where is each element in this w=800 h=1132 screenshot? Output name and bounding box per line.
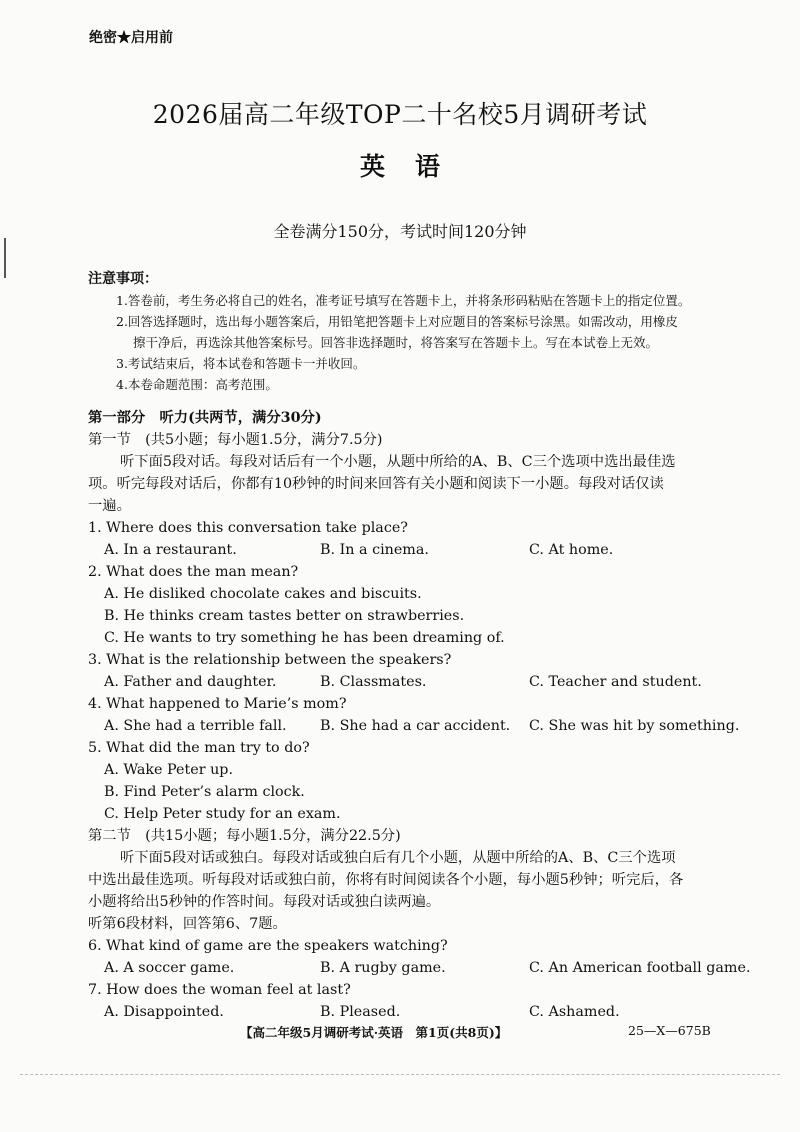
option-a: A. A soccer game. [104, 960, 235, 976]
option-c: C. An American football game. [529, 960, 751, 976]
section-instructions: 中选出最佳选项。听每段对话或独白前，你将有时间阅读各个小题，每小题5秒钟；听完后，各 [88, 872, 684, 888]
question-stem: 4. What happened to Marie’s mom? [88, 696, 347, 712]
scan-mark [4, 238, 6, 278]
option-c: C. Teacher and student. [529, 674, 702, 690]
secret-label: 绝密★启用前 [89, 30, 173, 46]
part-heading: 第一部分 听力(共两节，满分30分) [88, 410, 322, 426]
option-b: B. Find Peter’s alarm clock. [104, 784, 305, 800]
section-heading: 第二节 (共15小题；每小题1.5分，满分22.5分) [88, 828, 401, 844]
option-a: A. Father and daughter. [104, 674, 277, 690]
paper-code: 25—X—675B [628, 1023, 711, 1038]
subject-title: 英语 [359, 152, 470, 181]
exam-title: 2026届高二年级TOP二十名校5月调研考试 [152, 100, 648, 129]
question-stem: 7. How does the woman feel at last? [88, 982, 351, 998]
question-options [88, 957, 751, 979]
option-b: B. She had a car accident. [320, 718, 511, 734]
option-c: C. At home. [529, 542, 614, 558]
option-c: C. He wants to try something he has been dreaming of. [104, 630, 505, 646]
notice-item: 3.考试结束后，将本试卷和答题卡一并收回。 [116, 356, 366, 371]
question-options [88, 715, 748, 737]
question-options [88, 539, 748, 561]
page-footer: 【高二年级5月调研考试·英语 第1页(共8页)】 [240, 1025, 508, 1040]
question-options [88, 1001, 748, 1023]
option-c: C. Ashamed. [529, 1004, 620, 1020]
option-a: A. Wake Peter up. [104, 762, 233, 778]
option-b: B. Classmates. [320, 674, 427, 690]
option-b: B. In a cinema. [320, 542, 429, 558]
exam-content [88, 407, 751, 1023]
option-b: B. Pleased. [320, 1004, 401, 1020]
option-b: B. A rugby game. [320, 960, 446, 976]
section-instructions: 项。听完每段对话后，你都有10秒钟的时间来回答有关小题和阅读下一小题。每段对话仅读 [88, 476, 664, 492]
question-options [88, 671, 748, 693]
question-stem: 6. What kind of game are the speakers watching? [88, 938, 448, 954]
notice-item: 擦干净后，再选涂其他答案标号。回答非选择题时，将答案写在答题卡上。写在本试卷上无效。 [133, 335, 659, 350]
material-note: 听第6段材料，回答第6、7题。 [88, 916, 287, 932]
option-a: A. She had a terrible fall. [104, 718, 287, 734]
option-a: A. He disliked chocolate cakes and biscuits. [104, 586, 422, 602]
question-stem: 2. What does the man mean? [88, 564, 299, 580]
question-stem: 1. Where does this conversation take place? [88, 520, 408, 536]
divider [20, 1074, 780, 1075]
option-b: B. He thinks cream tastes better on strawberries. [104, 608, 465, 624]
option-a: A. In a restaurant. [104, 542, 237, 558]
notice-list [116, 290, 756, 395]
notice-item: 1.答卷前，考生务必将自己的姓名，准考证号填写在答题卡上，并将条形码粘贴在答题卡上的指定位置。 [116, 293, 691, 308]
section-instructions: 小题将给出5秒钟的作答时间。每段对话或独白读两遍。 [88, 894, 441, 910]
notice-heading: 注意事项： [88, 271, 158, 287]
section-instructions: 听下面5段对话。每段对话后有一个小题，从题中所给的A、B、C三个选项中选出最佳选 [120, 454, 676, 470]
section-instructions: 一遍。 [88, 498, 131, 514]
notice-item: 2.回答选择题时，选出每小题答案后，用铅笔把答题卡上对应题目的答案标号涂黑。如需改动，用橡皮 [116, 314, 678, 329]
question-stem: 5. What did the man try to do? [88, 740, 310, 756]
option-c: C. Help Peter study for an exam. [104, 806, 341, 822]
section-heading: 第一节 (共5小题；每小题1.5分，满分7.5分) [88, 432, 383, 448]
exam-meta: 全卷满分150分，考试时间120分钟 [273, 222, 527, 241]
question-stem: 3. What is the relationship between the speakers? [88, 652, 452, 668]
section-instructions: 听下面5段对话或独白。每段对话或独白后有几个小题，从题中所给的A、B、C三个选项 [120, 850, 676, 866]
option-a: A. Disappointed. [104, 1004, 224, 1020]
option-c: C. She was hit by something. [529, 718, 740, 734]
notice-item: 4.本卷命题范围：高考范围。 [116, 377, 278, 392]
